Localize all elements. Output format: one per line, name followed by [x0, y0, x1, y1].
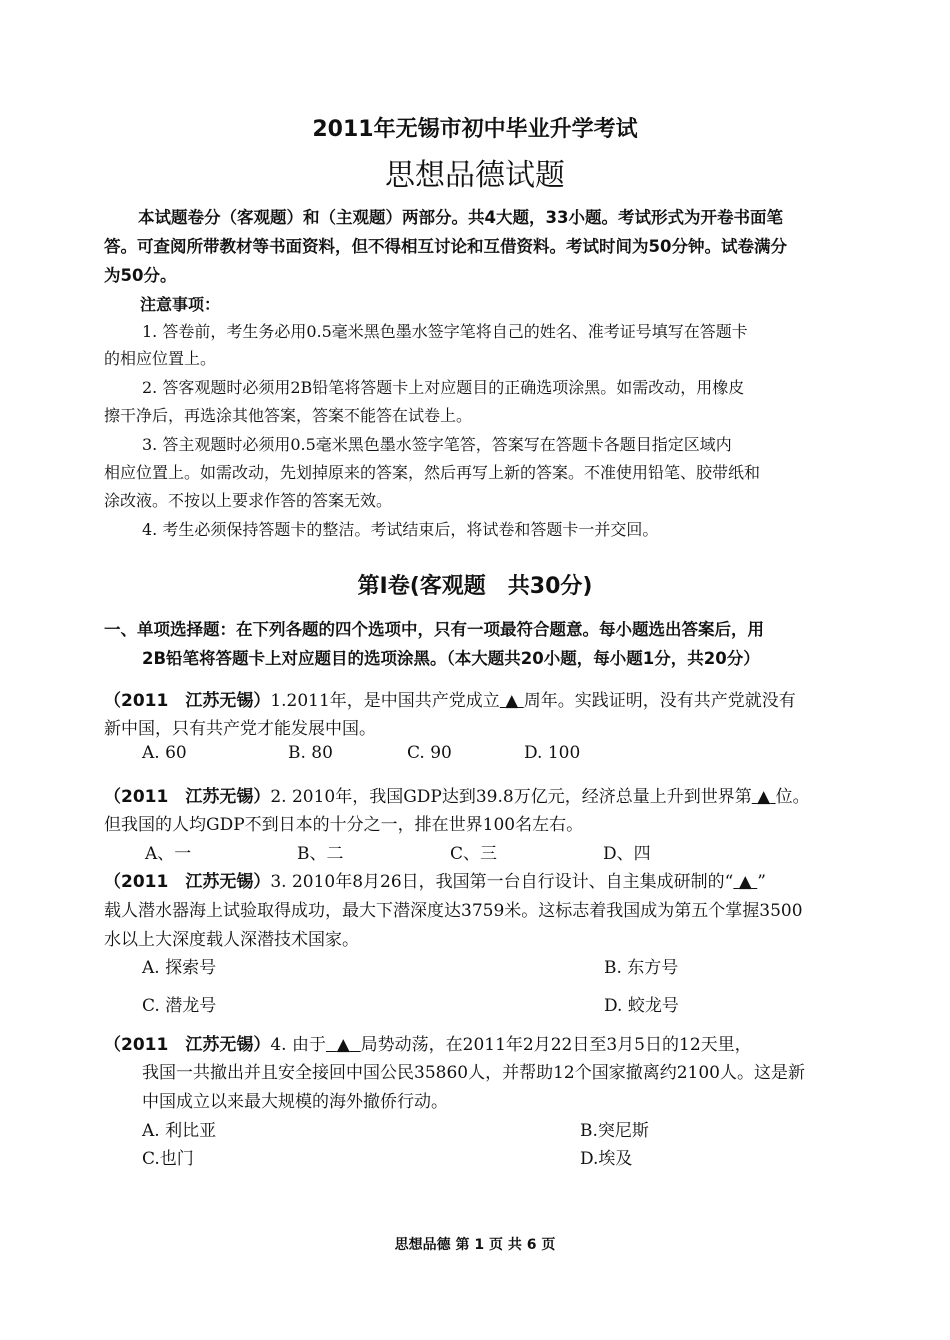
question-2-tag: （2011 江苏无锡）	[104, 787, 271, 807]
note-3b: 相应位置上。如需改动，先划掉原来的答案，然后再写上新的答案。不准使用铅笔、胶带纸和	[104, 463, 761, 482]
question-3-option-d: D. 蛟龙号	[604, 996, 679, 1016]
question-1-text: 1.2011年，是中国共产党成立	[270, 691, 500, 711]
intro-line-3: 为50分。	[104, 266, 177, 285]
question-3-line-1	[104, 867, 766, 892]
question-1-option-c: C. 90	[407, 743, 452, 763]
question-4-text: 4. 由于	[270, 1035, 326, 1055]
question-3-option-b: B. 东方号	[604, 958, 679, 978]
note-1a: 1. 答卷前，考生务必用0.5毫米黑色墨水签字笔将自己的姓名、准考证号填写在答题卡	[142, 322, 748, 341]
question-2-option-c: C、三	[450, 844, 498, 864]
note-1b: 的相应位置上。	[104, 349, 217, 368]
exam-subtitle: 思想品德试题	[385, 158, 565, 193]
intro-line-2: 答。可查阅所带教材等书面资料，但不得相互讨论和互借资料。考试时间为50分钟。试卷满分	[104, 237, 787, 256]
question-1-line-1	[104, 686, 796, 711]
question-1-option-b: B. 80	[288, 743, 333, 763]
question-4-text-post: 局势动荡，在2011年2月22日至3月5日的12天里，	[360, 1035, 752, 1055]
note-2a: 2. 答客观题时必须用2B铅笔将答题卡上对应题目的正确选项涂黑。如需改动，用橡皮	[142, 378, 745, 397]
note-3a: 3. 答主观题时必须用0.5毫米黑色墨水签字笔答，答案写在答题卡各题目指定区域内	[142, 435, 732, 454]
question-4-option-c: C.也门	[142, 1149, 194, 1169]
question-3-text-post: ”	[757, 872, 766, 892]
note-2b: 擦干净后，再选涂其他答案，答案不能答在试卷上。	[104, 406, 473, 425]
question-1-blank: ▲	[505, 691, 519, 711]
question-2-text: 2. 2010年，我国GDP达到39.8万亿元，经济总量上升到世界第	[270, 787, 752, 807]
question-1-text-post: 周年。实践证明，没有共产党就没有	[523, 691, 796, 711]
question-2-blank: ▲	[757, 787, 771, 807]
exam-title: 2011年无锡市初中毕业升学考试	[312, 117, 638, 142]
question-1-line-2: 新中国，只有共产党才能发展中国。	[104, 719, 376, 739]
question-1-option-a: A. 60	[142, 743, 187, 763]
question-1-option-d: D. 100	[524, 743, 581, 763]
note-3c: 涂改液。不按以上要求作答的答案无效。	[104, 491, 393, 510]
section-instruction-1: 一、单项选择题：在下列各题的四个选项中，只有一项最符合题意。每小题选出答案后，用	[104, 620, 764, 639]
question-2-text-post: 位。	[775, 787, 810, 807]
question-3-blank: ▲	[738, 872, 752, 892]
intro-line-1: 本试题卷分（客观题）和（主观题）两部分。共4大题，33小题。考试形式为开卷书面笔	[138, 208, 783, 227]
question-4-option-d: D.埃及	[580, 1149, 633, 1169]
notes-heading: 注意事项：	[140, 295, 221, 314]
page-footer: 思想品德 第 1 页 共 6 页	[394, 1237, 556, 1253]
question-4-option-a: A. 利比亚	[142, 1121, 217, 1141]
question-2-option-d: D、四	[603, 844, 651, 864]
section-title: 第Ⅰ卷(客观题 共30分)	[357, 574, 593, 599]
question-4-blank: ▲	[336, 1035, 350, 1055]
question-2-option-b: B、二	[297, 844, 344, 864]
question-3-line-2: 载人潜水器海上试验取得成功，最大下潜深度达3759米。这标志着我国成为第五个掌握3500	[104, 901, 803, 921]
question-3-option-c: C. 潜龙号	[142, 996, 217, 1016]
question-3-line-3: 水以上大深度载人深潜技术国家。	[104, 930, 359, 950]
question-4-line-2: 我国一共撤出并且安全接回中国公民35860人，并帮助12个国家撤离约2100人。这是新	[142, 1063, 805, 1083]
question-4-option-b: B.突尼斯	[580, 1121, 649, 1141]
question-4-line-3: 中国成立以来最大规模的海外撤侨行动。	[142, 1092, 448, 1112]
question-4-tag: （2011 江苏无锡）	[104, 1035, 271, 1055]
section-instruction-2: 2B铅笔将答题卡上对应题目的选项涂黑。（本大题共20小题，每小题1分，共20分）	[142, 649, 760, 668]
question-2-option-a: A、一	[145, 844, 192, 864]
question-3-tag: （2011 江苏无锡）	[104, 872, 271, 892]
note-4: 4. 考生必须保持答题卡的整洁。考试结束后，将试卷和答题卡一并交回。	[142, 520, 659, 539]
question-2-line-2: 但我国的人均GDP不到日本的十分之一，排在世界100名左右。	[104, 815, 584, 835]
question-2-line-1	[104, 782, 810, 807]
question-3-text: 3. 2010年8月26日，我国第一台自行设计、自主集成研制的“	[270, 872, 734, 892]
question-4-line-1	[104, 1030, 752, 1055]
question-1-tag: （2011 江苏无锡）	[104, 691, 271, 711]
question-3-option-a: A. 探索号	[142, 958, 217, 978]
